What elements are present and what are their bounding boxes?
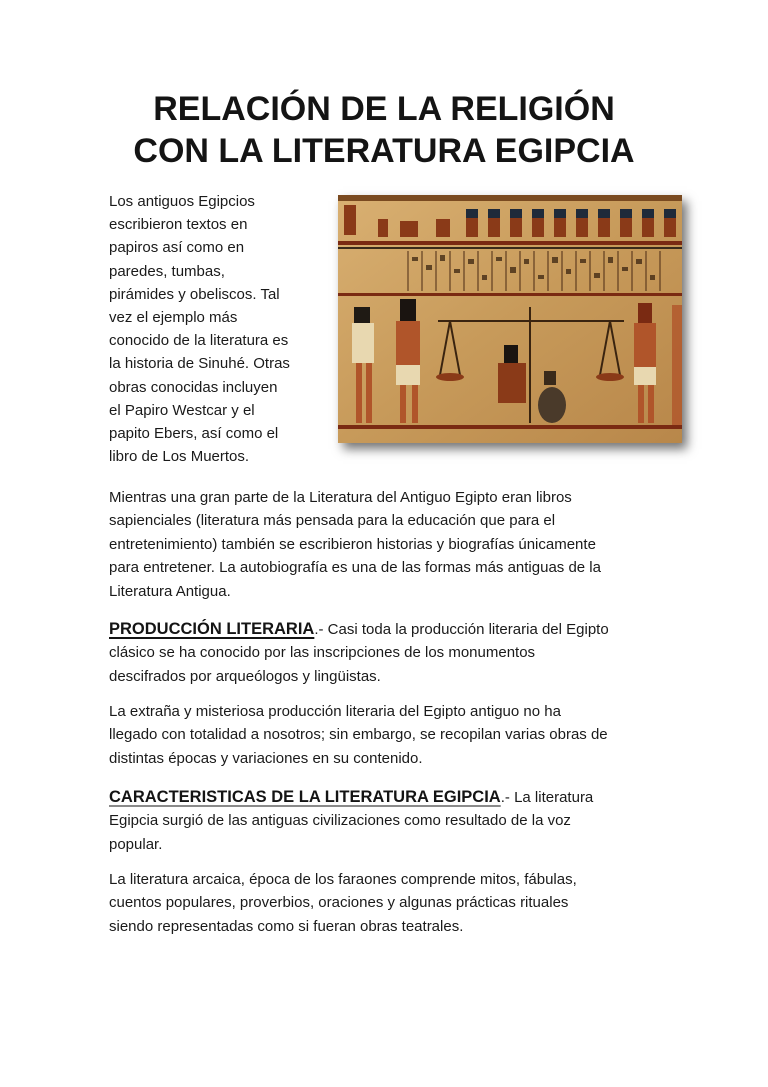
intro-line: libro de Los Muertos.	[109, 448, 250, 466]
title-line-2: CON LA LITERATURA EGIPCIA	[133, 132, 635, 170]
intro-paragraph	[109, 190, 319, 468]
weighing-of-heart-scene	[338, 195, 682, 443]
paragraph-line: popular.	[109, 835, 163, 853]
intro-line: paredes, tumbas,	[109, 262, 225, 280]
scale-pan-left	[436, 373, 464, 381]
paragraph-3	[109, 868, 664, 938]
paragraph-line: Mientras una gran parte de la Literatura del Antiguo Egipto eran libros	[109, 489, 572, 506]
section-lead-text: .- La literatura	[500, 789, 594, 806]
section-produccion	[109, 618, 664, 688]
paragraph-line: cuentos populares, proverbios, oraciones y algunas prácticas rituales	[109, 894, 569, 912]
paragraph-line: llegado con totalidad a nosotros; sin embargo, se recopilan varias obras de	[109, 726, 608, 744]
intro-line: Los antiguos Egipcios	[109, 193, 255, 210]
intro-line: el Papiro Westcar y el	[109, 401, 255, 419]
intro-line: obras conocidas incluyen	[109, 378, 278, 396]
paragraph-line: Literatura Antigua.	[109, 582, 231, 600]
paragraph-line: siendo representadas como si fueran obras teatrales.	[109, 917, 464, 935]
paragraph-line: Egipcia surgió de las antiguas civilizaciones como resultado de la voz	[109, 812, 571, 830]
scale-pan-right	[596, 373, 624, 381]
paragraph-line: La literatura arcaica, época de los faraones comprende mitos, fábulas,	[109, 871, 577, 888]
paragraph-2	[109, 700, 664, 770]
page-title	[100, 88, 668, 172]
section-caracteristicas	[109, 786, 664, 856]
intro-line: papiros así como en	[109, 239, 245, 257]
paragraph-line: sapienciales (literatura más pensada para la educación que para el	[109, 512, 556, 530]
paragraph-1	[109, 486, 664, 603]
paragraph-line: clásico se ha conocido por las inscripciones de los monumentos	[109, 644, 536, 662]
intro-line: la historia de Sinuhé. Otras	[109, 355, 290, 373]
intro-line: vez el ejemplo más	[109, 309, 238, 327]
section-heading-produccion: PRODUCCIÓN LITERARIA	[109, 620, 315, 638]
intro-line: conocido de la literatura es	[109, 332, 289, 350]
intro-line: papito Ebers, así como el	[109, 425, 279, 443]
intro-line: escribieron textos en	[109, 216, 248, 234]
section-lead-text: .- Casi toda la producción literaria del Egipto	[314, 621, 609, 638]
paragraph-line: para entretener. La autobiografía es una de las formas más antiguas de la	[109, 559, 601, 577]
paragraph-line: distintas épocas y variaciones en su contenido.	[109, 749, 423, 767]
papyrus-illustration	[338, 195, 682, 443]
paragraph-line: entretenimiento) también se escribieron historias y biografías únicamente	[109, 535, 596, 553]
paragraph-line: descifrados por arqueólogos y lingüistas.	[109, 667, 381, 685]
section-heading-caracteristicas: CARACTERISTICAS DE LA LITERATURA EGIPCIA	[109, 788, 501, 806]
title-line-1: RELACIÓN DE LA RELIGIÓN	[153, 90, 615, 128]
intro-line: pirámides y obeliscos. Tal	[109, 285, 280, 303]
paragraph-line: La extraña y misteriosa producción literaria del Egipto antiguo no ha	[109, 703, 561, 720]
